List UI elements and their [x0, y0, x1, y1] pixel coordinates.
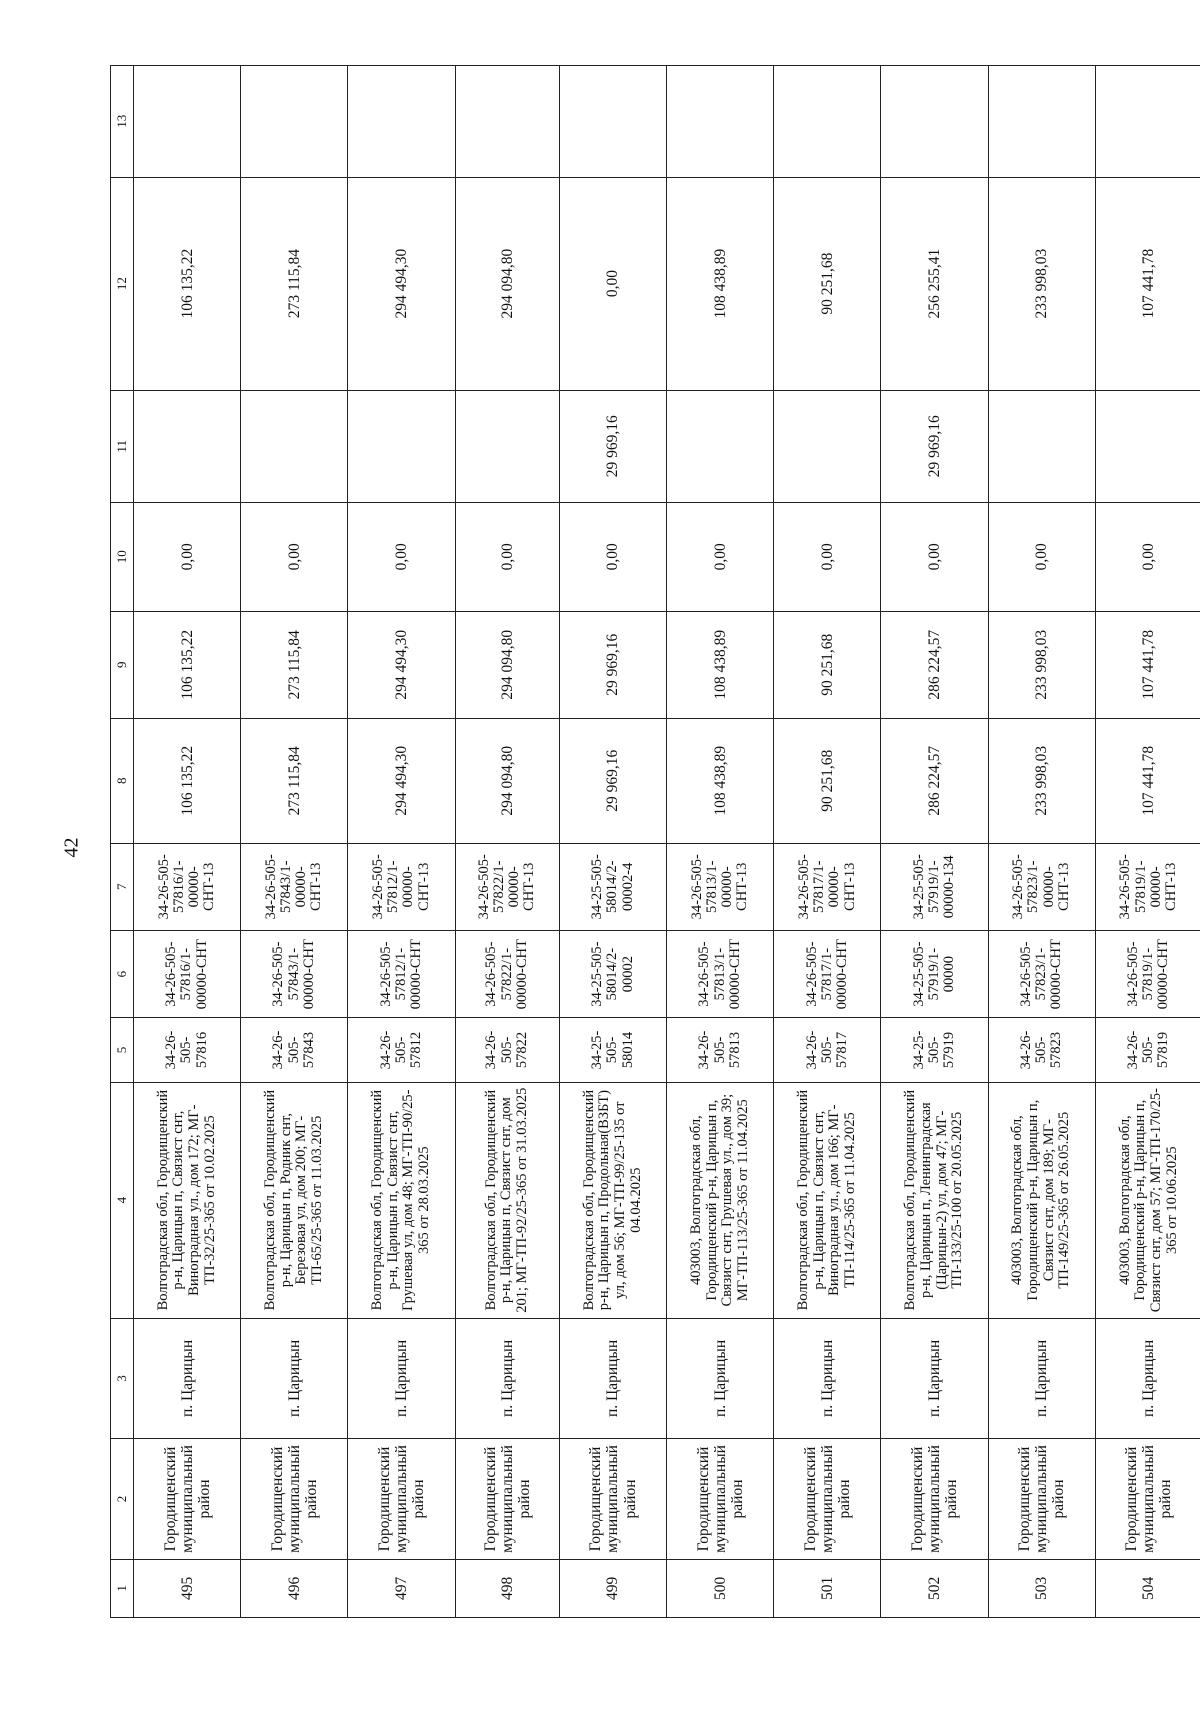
- row-number: 495: [134, 1559, 241, 1617]
- amount-cell: 294 494,30: [348, 177, 455, 390]
- column-header: 5: [111, 1018, 134, 1082]
- amount-cell: [667, 390, 774, 503]
- empty-cell: [455, 66, 559, 178]
- amount-cell: [1095, 390, 1200, 503]
- code-cell: 34-26-505-57819: [1095, 1018, 1200, 1082]
- address-cell: Волгоградская обл, Городищенский р-н, Царицын п, Связист снт, дом 201; МГ-ТП-92/25-365 от 31.03.2025: [455, 1082, 559, 1318]
- amount-cell: 294 494,30: [348, 611, 455, 718]
- amount-cell: 294 094,80: [455, 177, 559, 390]
- empty-cell: [774, 66, 881, 178]
- district-cell: Городищенский муниципальный район: [241, 1439, 348, 1560]
- contract-code-cell: 34-26-505-57822/1-00000-СНТ-13: [455, 843, 559, 930]
- amount-cell: 106 135,22: [134, 719, 241, 844]
- district-cell: Городищенский муниципальный район: [134, 1439, 241, 1560]
- empty-cell: [881, 66, 988, 178]
- amount-cell: 273 115,84: [241, 611, 348, 718]
- empty-cell: [134, 66, 241, 178]
- column-header: 11: [111, 390, 134, 503]
- table-row: [241, 66, 348, 1618]
- data-table: [110, 65, 1200, 1618]
- row-number: 499: [559, 1559, 666, 1617]
- object-code-cell: 34-26-505-57819/1-00000-СНТ: [1095, 930, 1200, 1017]
- district-cell: Городищенский муниципальный район: [774, 1439, 881, 1560]
- empty-cell: [559, 66, 666, 178]
- empty-cell: [667, 66, 774, 178]
- amount-cell: 0,00: [455, 503, 559, 611]
- object-code-cell: 34-26-505-57843/1-00000-СНТ: [241, 930, 348, 1017]
- amount-cell: 106 135,22: [134, 611, 241, 718]
- row-number: 501: [774, 1559, 881, 1617]
- amount-cell: 108 438,89: [667, 719, 774, 844]
- table-row: [774, 66, 881, 1618]
- amount-cell: 0,00: [667, 503, 774, 611]
- amount-cell: 0,00: [559, 177, 666, 390]
- table-row: [134, 66, 241, 1618]
- district-cell: Городищенский муниципальный район: [667, 1439, 774, 1560]
- amount-cell: 90 251,68: [774, 177, 881, 390]
- amount-cell: 0,00: [774, 503, 881, 611]
- amount-cell: 0,00: [1095, 503, 1200, 611]
- settlement-cell: п. Царицын: [774, 1318, 881, 1439]
- settlement-cell: п. Царицын: [988, 1318, 1095, 1439]
- object-code-cell: 34-25-505-57919/1-00000: [881, 930, 988, 1017]
- code-cell: 34-25-505-57919: [881, 1018, 988, 1082]
- object-code-cell: 34-26-505-57823/1-00000-СНТ: [988, 930, 1095, 1017]
- row-number: 503: [988, 1559, 1095, 1617]
- amount-cell: 233 998,03: [988, 611, 1095, 718]
- address-cell: 403003, Волгоградская обл, Городищенский р-н, Царицын п, Связист снт, дом 189; МГ-ТП-149/25-365 от 26.05.2025: [988, 1082, 1095, 1318]
- table-row: [667, 66, 774, 1618]
- amount-cell: 107 441,78: [1095, 611, 1200, 718]
- amount-cell: 90 251,68: [774, 611, 881, 718]
- amount-cell: [988, 390, 1095, 503]
- contract-code-cell: 34-26-505-57813/1-00000-СНТ-13: [667, 843, 774, 930]
- settlement-cell: п. Царицын: [881, 1318, 988, 1439]
- address-cell: Волгоградская обл, Городищенский р-н, Царицын п, Связист снт, Виноградная ул., дом 172; МГ-ТП-32/25-365 от 10.02.2025: [134, 1082, 241, 1318]
- row-number: 500: [667, 1559, 774, 1617]
- amount-cell: [455, 390, 559, 503]
- column-header: 4: [111, 1082, 134, 1318]
- amount-cell: 107 441,78: [1095, 719, 1200, 844]
- table-row: [348, 66, 455, 1618]
- row-number: 498: [455, 1559, 559, 1617]
- amount-cell: 273 115,84: [241, 719, 348, 844]
- contract-code-cell: 34-26-505-57817/1-00000-СНТ-13: [774, 843, 881, 930]
- address-cell: Волгоградская обл, Городищенский р-н, Царицын п, Родник снт, Березовая ул, дом 200; МГ-ТП-65/25-365 от 11.03.2025: [241, 1082, 348, 1318]
- address-cell: Волгоградская обл, Городищенский р-н, Царицын п, Связист снт, Грушевая ул, дом 48; МГ-ТП-90/25-365 от 28.03.2025: [348, 1082, 455, 1318]
- amount-cell: 0,00: [134, 503, 241, 611]
- district-cell: Городищенский муниципальный район: [348, 1439, 455, 1560]
- settlement-cell: п. Царицын: [559, 1318, 666, 1439]
- contract-code-cell: 34-26-505-57823/1-00000-СНТ-13: [988, 843, 1095, 930]
- district-cell: Городищенский муниципальный район: [455, 1439, 559, 1560]
- amount-cell: 29 969,16: [559, 390, 666, 503]
- address-cell: Волгоградская обл, Городищенский р-н, Царицын п, Продольная(ВЗБТ) ул, дом 56; МГ-ТП-99/25-135 от 04.04.2025: [559, 1082, 666, 1318]
- amount-cell: 233 998,03: [988, 719, 1095, 844]
- contract-code-cell: 34-25-505-57919/1-00000-134: [881, 843, 988, 930]
- object-code-cell: 34-26-505-57816/1-00000-СНТ: [134, 930, 241, 1017]
- settlement-cell: п. Царицын: [455, 1318, 559, 1439]
- column-header: 3: [111, 1318, 134, 1439]
- district-cell: Городищенский муниципальный район: [559, 1439, 666, 1560]
- table-row: [881, 66, 988, 1618]
- amount-cell: 286 224,57: [881, 611, 988, 718]
- object-code-cell: 34-26-505-57813/1-00000-СНТ: [667, 930, 774, 1017]
- amount-cell: 108 438,89: [667, 611, 774, 718]
- header-row: [111, 66, 134, 1618]
- amount-cell: 29 969,16: [881, 390, 988, 503]
- amount-cell: 0,00: [241, 503, 348, 611]
- code-cell: 34-26-505-57822: [455, 1018, 559, 1082]
- contract-code-cell: 34-26-505-57843/1-00000-СНТ-13: [241, 843, 348, 930]
- column-header: 13: [111, 66, 134, 178]
- row-number: 497: [348, 1559, 455, 1617]
- amount-cell: 273 115,84: [241, 177, 348, 390]
- row-number: 496: [241, 1559, 348, 1617]
- amount-cell: 294 094,80: [455, 719, 559, 844]
- amount-cell: 286 224,57: [881, 719, 988, 844]
- table-body: [134, 66, 1200, 1618]
- amount-cell: 233 998,03: [988, 177, 1095, 390]
- empty-cell: [1095, 66, 1200, 178]
- column-header: 12: [111, 177, 134, 390]
- code-cell: 34-25-505-58014: [559, 1018, 666, 1082]
- code-cell: 34-26-505-57817: [774, 1018, 881, 1082]
- address-cell: Волгоградская обл, Городищенский р-н, Царицын п, Связист снт, Виноградная ул., дом 166; МГ-ТП-114/25-365 от 11.04.2025: [774, 1082, 881, 1318]
- contract-code-cell: 34-26-505-57812/1-00000-СНТ-13: [348, 843, 455, 930]
- object-code-cell: 34-26-505-57817/1-00000-СНТ: [774, 930, 881, 1017]
- amount-cell: 0,00: [559, 503, 666, 611]
- amount-cell: 256 255,41: [881, 177, 988, 390]
- code-cell: 34-26-505-57816: [134, 1018, 241, 1082]
- settlement-cell: п. Царицын: [1095, 1318, 1200, 1439]
- column-header: 7: [111, 843, 134, 930]
- amount-cell: 90 251,68: [774, 719, 881, 844]
- district-cell: Городищенский муниципальный район: [881, 1439, 988, 1560]
- table-row: [559, 66, 666, 1618]
- rotated-table-container: [110, 65, 1200, 1618]
- column-header: 9: [111, 611, 134, 718]
- amount-cell: 108 438,89: [667, 177, 774, 390]
- address-cell: 403003, Волгоградская обл, Городищенский р-н, Царицын п, Связист снт, дом 57; МГ-ТП-170/25-365 от 10.06.2025: [1095, 1082, 1200, 1318]
- contract-code-cell: 34-25-505-58014/2-00002-4: [559, 843, 666, 930]
- contract-code-cell: 34-26-505-57819/1-00000-СНТ-13: [1095, 843, 1200, 930]
- amount-cell: 29 969,16: [559, 719, 666, 844]
- empty-cell: [988, 66, 1095, 178]
- settlement-cell: п. Царицын: [667, 1318, 774, 1439]
- code-cell: 34-26-505-57813: [667, 1018, 774, 1082]
- row-number: 502: [881, 1559, 988, 1617]
- column-header: 2: [111, 1439, 134, 1560]
- object-code-cell: 34-26-505-57822/1-00000-СНТ: [455, 930, 559, 1017]
- address-cell: Волгоградская обл, Городищенский р-н, Царицын п, Ленинградская (Царицын-2) ул, дом 47; МГ-ТП-133/25-100 от 20.05.2025: [881, 1082, 988, 1318]
- amount-cell: 0,00: [881, 503, 988, 611]
- amount-cell: 294 094,80: [455, 611, 559, 718]
- amount-cell: 106 135,22: [134, 177, 241, 390]
- empty-cell: [241, 66, 348, 178]
- column-header: 1: [111, 1559, 134, 1617]
- amount-cell: [348, 390, 455, 503]
- settlement-cell: п. Царицын: [241, 1318, 348, 1439]
- table-row: [988, 66, 1095, 1618]
- address-cell: 403003, Волгоградская обл, Городищенский р-н, Царицын п, Связист снт, Грушевая ул., дом 39; МГ-ТП-113/25-365 от 11.04.2025: [667, 1082, 774, 1318]
- column-header: 6: [111, 930, 134, 1017]
- object-code-cell: 34-26-505-57812/1-00000-СНТ: [348, 930, 455, 1017]
- settlement-cell: п. Царицын: [348, 1318, 455, 1439]
- amount-cell: 0,00: [988, 503, 1095, 611]
- code-cell: 34-26-505-57843: [241, 1018, 348, 1082]
- amount-cell: [774, 390, 881, 503]
- empty-cell: [348, 66, 455, 178]
- table-row: [455, 66, 559, 1618]
- amount-cell: 294 494,30: [348, 719, 455, 844]
- code-cell: 34-26-505-57812: [348, 1018, 455, 1082]
- page-number: 42: [60, 837, 83, 858]
- district-cell: Городищенский муниципальный район: [1095, 1439, 1200, 1560]
- amount-cell: 29 969,16: [559, 611, 666, 718]
- amount-cell: 107 441,78: [1095, 177, 1200, 390]
- object-code-cell: 34-25-505-58014/2-00002: [559, 930, 666, 1017]
- settlement-cell: п. Царицын: [134, 1318, 241, 1439]
- contract-code-cell: 34-26-505-57816/1-00000-СНТ-13: [134, 843, 241, 930]
- code-cell: 34-26-505-57823: [988, 1018, 1095, 1082]
- district-cell: Городищенский муниципальный район: [988, 1439, 1095, 1560]
- table-row: [1095, 66, 1200, 1618]
- amount-cell: [134, 390, 241, 503]
- column-header: 8: [111, 719, 134, 844]
- amount-cell: 0,00: [348, 503, 455, 611]
- column-header: 10: [111, 503, 134, 611]
- row-number: 504: [1095, 1559, 1200, 1617]
- amount-cell: [241, 390, 348, 503]
